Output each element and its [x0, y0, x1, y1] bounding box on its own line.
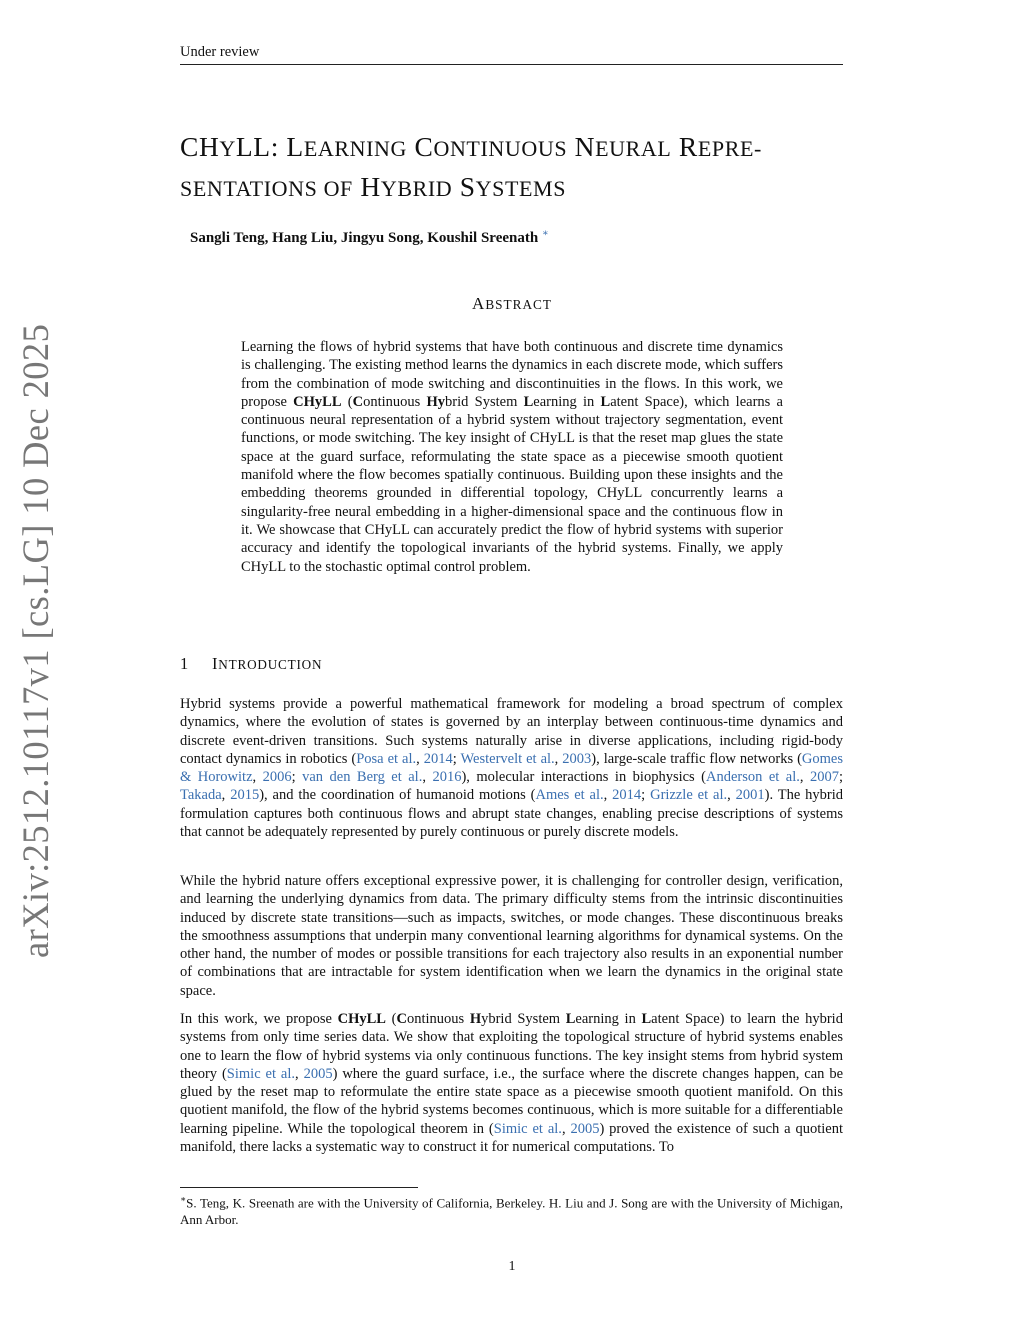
abstract-text-part: brid System	[445, 393, 524, 410]
paragraph-text: ,	[416, 750, 424, 767]
paragraph-text: ,	[422, 769, 433, 786]
acronym-letter: L	[523, 393, 534, 410]
abstract-heading	[0, 294, 1024, 314]
method-name: CHyLL	[293, 393, 342, 410]
paragraph-text: atent Space)	[651, 1011, 725, 1027]
acronym-letter: H	[469, 1011, 482, 1027]
citation-link[interactable]: 2007	[809, 769, 839, 786]
paragraph-text: (	[385, 1011, 397, 1027]
acronym-letter: L	[641, 1011, 652, 1027]
title-part: EPRE-	[697, 136, 762, 161]
title-part: EARNING	[303, 136, 408, 161]
author-footnote-mark[interactable]: ∗	[541, 228, 549, 239]
title-part: H	[352, 171, 381, 202]
acronym-letter: C	[352, 393, 364, 410]
method-name: CHyLL	[337, 1011, 386, 1027]
abstract-text-part: Learning the flows of hybrid systems that have both continuous and discrete time dynamics is challenging. The existing method learns the dynamics in each discrete mode, which suffers from the combination of mode switching and discontinuities in the flows. In this work, we propose	[241, 339, 783, 410]
abstract-heading-cap: A	[472, 294, 486, 313]
paragraph-text: ) proved the existence of such a quotient manifold, there lacks a systematic way to construct it for numerical computations. To	[180, 1120, 844, 1156]
title-part: R	[671, 131, 698, 162]
footnote-mark: ∗	[180, 1194, 187, 1204]
citation-link[interactable]: 2003	[562, 750, 592, 767]
intro-paragraph-3	[180, 1010, 843, 1156]
paragraph-text: ;	[838, 769, 843, 786]
page-number: 1	[508, 1259, 516, 1274]
title-part: Y	[219, 136, 236, 161]
title-part: ONTINUOUS	[433, 136, 568, 161]
citation-link[interactable]: Posa et al.	[356, 750, 417, 767]
citation-link[interactable]: 2016	[432, 769, 462, 786]
acronym-letter: L	[600, 393, 611, 410]
footnote-text: S. Teng, K. Sreenath are with the University of California, Berkeley. H. Liu and J. Song are with the University of Michigan, Ann Arbor.	[180, 1195, 843, 1228]
title-part: C	[407, 131, 434, 162]
citation-link[interactable]: van den Berg et al.	[302, 769, 423, 786]
footnote	[180, 1191, 843, 1228]
title-part: LL: L	[235, 131, 304, 162]
paragraph-text: ;	[291, 769, 303, 786]
paragraph-text: ,	[252, 769, 263, 786]
section-heading-introduction	[180, 654, 322, 674]
title-part: SENTATIONS OF	[180, 176, 353, 201]
acronym-letter: L	[565, 1011, 576, 1027]
section-title-cap: I	[212, 654, 219, 673]
citation-link[interactable]: Ames et al.	[535, 787, 604, 804]
abstract-text-part: atent Space)	[610, 393, 685, 410]
footnote-divider	[180, 1187, 418, 1188]
abstract-text-part: ontinuous	[363, 393, 427, 410]
author-names: Sangli Teng, Hang Liu, Jingyu Song, Koushil Sreenath	[190, 230, 539, 246]
section-number: 1	[180, 654, 190, 673]
title-part: EURAL	[595, 136, 672, 161]
running-head-text: Under review	[180, 44, 260, 60]
citation-link[interactable]: 2006	[262, 769, 292, 786]
citation-link[interactable]: Takada	[180, 787, 222, 804]
title-part: YBRID	[380, 176, 453, 201]
abstract-text-part: (	[341, 393, 353, 410]
paragraph-text: earning in	[575, 1011, 642, 1027]
citation-link[interactable]: 2001	[735, 787, 765, 804]
citation-link[interactable]: Simic et al.	[226, 1065, 296, 1082]
abstract-text-part: earning in	[533, 393, 601, 410]
paragraph-text: ,	[221, 787, 231, 804]
citation-link[interactable]: Simic et al.	[493, 1120, 562, 1137]
paragraph-text: ,	[295, 1065, 304, 1082]
paragraph-text: ). The hybrid formulation captures both continuous flows and abrupt state changes, enabling precise descriptions of systems that cannot be adequately represented by purely continuous or purely discrete models.	[180, 787, 844, 841]
citation-link[interactable]: 2014	[423, 750, 453, 767]
abstract-text	[241, 338, 783, 576]
paragraph-text: ), large-scale traffic flow networks (	[591, 750, 802, 767]
citation-link[interactable]: 2014	[612, 787, 642, 804]
title-part: N	[567, 131, 596, 162]
acronym-letter: Hy	[426, 393, 446, 410]
paragraph-text: ) where the guard surface, i.e., the surface where the discrete changes happen, can be glued by the reset map to reformulate the entire state space as a piecewise smooth quotient manifold. On this quotient manifold, the flow of the hybrid systems becomes continuous, which is more suitable for a differentiable learning pipeline. While the topological theorem in (	[180, 1065, 844, 1137]
abstract-text-part: , which learns a continuous neural representation of a hybrid system without trajectory segmentation, event functions, or mode switching. The key insight of CHyLL is that the reset map glues the state space at the guard surface, reformulating the state space as a piecewise smooth quotient manifold where the flow becomes spatially continuous. Building upon these insights and the embedding theorems grounded in differential topology, CHyLL concurrently learns a singularity-free neural embedding in a higher-dimensional space and the continuous flow in it. We showcase that CHyLL can accurately predict the flow of hybrid systems with superior accuracy and identify the topological invariants of the hybrid systems. Finally, we apply CHyLL to the stochastic optimal control problem.	[241, 393, 783, 575]
citation-link[interactable]: Gomes & Horowitz	[180, 750, 843, 786]
title-part: CH	[180, 131, 220, 162]
paragraph-text: ybrid System	[481, 1011, 566, 1027]
arxiv-stamp: arXiv:2512.10117v1 [cs.LG] 10 Dec 2025	[15, 323, 56, 958]
acronym-letter: C	[396, 1011, 407, 1027]
intro-paragraph-1	[180, 695, 843, 841]
title-part: YSTEMS	[475, 176, 567, 201]
paragraph-text: ;	[641, 787, 651, 804]
intro-paragraph-2: While the hybrid nature offers exceptional expressive power, it is challenging for controller design, verification, and learning the underlying dynamics from data. The primary difficulty stems from the intrinsic discontinuities induced by discrete state transitions—such as impacts, switches, or mode changes. These discontinuous breaks the smoothness assumptions that underpin many conventional learning algorithms for dynamical systems. On the other hand, the number of modes or possible transitions for each trajectory also results in an exponential number of combinations that are intractable for system identification when we learn the dynamics in the original state space.	[180, 873, 843, 999]
section-title-rest: NTRODUCTION	[218, 657, 323, 672]
citation-link[interactable]: 2005	[570, 1120, 600, 1137]
paragraph-text: ;	[452, 750, 461, 767]
paragraph-text: ,	[799, 769, 810, 786]
paragraph-text: Hybrid systems provide a powerful mathematical framework for modeling a broad spectrum of complex dynamics, where the evolution of states is governed by an interplay between continuous-time dynamics and discrete event-driven transitions. Such systems naturally arise in diverse applications, including rigid-body contact dynamics in robotics (	[180, 696, 843, 767]
paragraph-text: ontinuous	[406, 1011, 470, 1027]
abstract-heading-rest: BSTRACT	[485, 297, 552, 312]
paper-title	[180, 128, 843, 208]
paragraph-text: ,	[727, 787, 736, 804]
paragraph-text: ), and the coordination of humanoid motions (	[259, 787, 536, 804]
citation-link[interactable]: Westervelt et al.	[460, 750, 555, 767]
author-list	[190, 228, 549, 247]
paragraph-text: ,	[554, 750, 563, 767]
paragraph-text: ), molecular interactions in biophysics (	[461, 769, 706, 786]
citation-link[interactable]: 2015	[230, 787, 260, 804]
title-part: S	[452, 171, 476, 202]
running-header	[180, 44, 843, 65]
paragraph-text: to learn the hybrid systems from only time series data. We show that exploiting the topological structure of hybrid systems enables one to learn the flow of hybrid systems via only continuous functions. The key insight stems from hybrid system theory (	[180, 1011, 843, 1082]
paragraph-text: ,	[561, 1120, 571, 1137]
citation-link[interactable]: 2005	[303, 1065, 333, 1082]
paragraph-text: In this work, we propose	[180, 1011, 338, 1027]
citation-link[interactable]: Grizzle et al.	[650, 787, 728, 804]
citation-link[interactable]: Anderson et al.	[706, 769, 800, 786]
paragraph-text: ,	[603, 787, 613, 804]
